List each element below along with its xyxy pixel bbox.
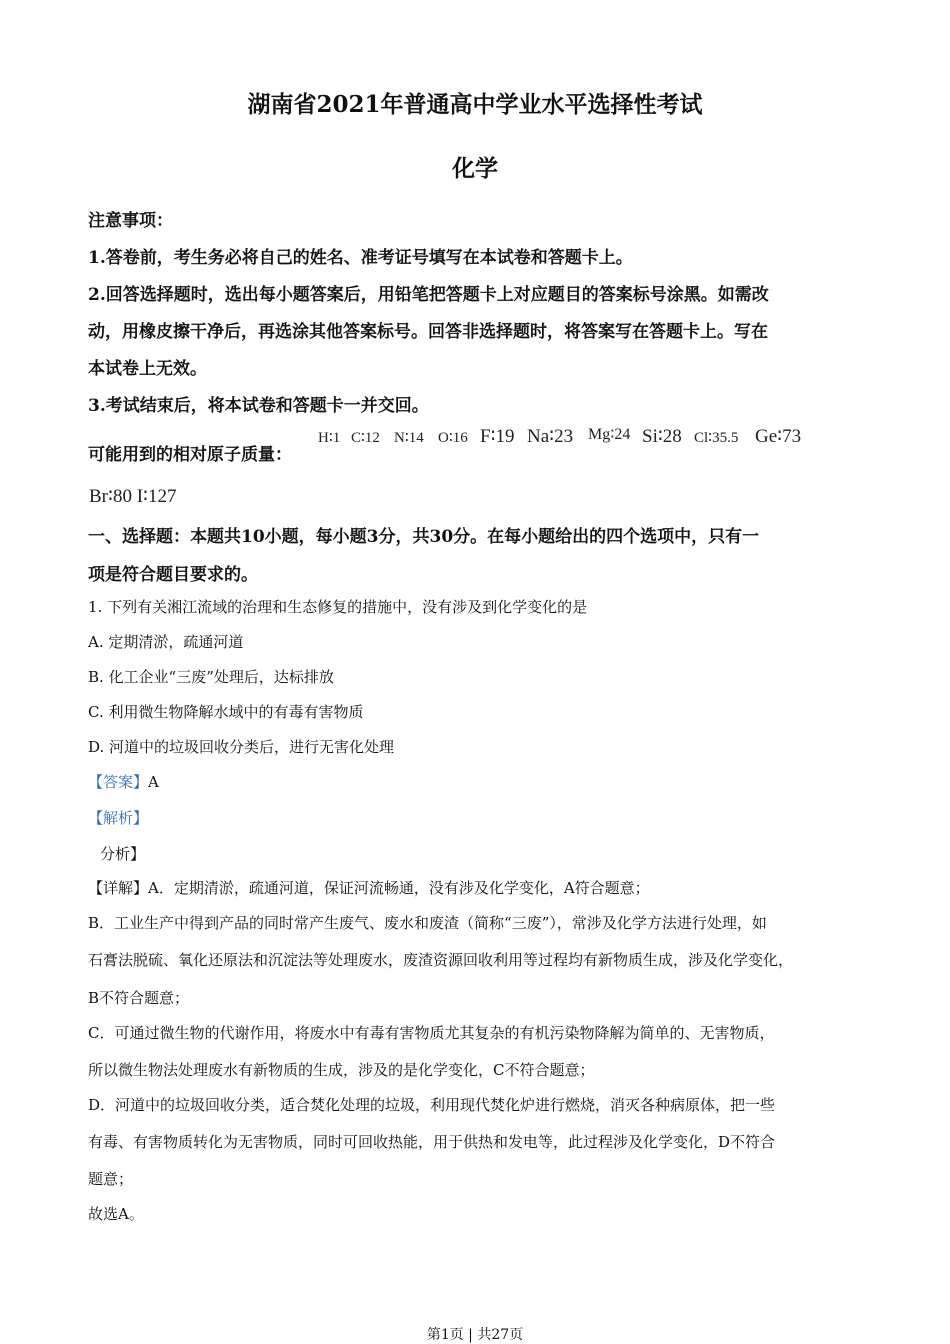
option-a: A. 定期清淤，疏通河道 xyxy=(88,633,244,651)
notice-item: 本试卷上无效。 xyxy=(88,359,207,379)
explanation-line: 故选A。 xyxy=(88,1205,144,1223)
notice-item: 2.回答选择题时，选出每小题答案后，用铅笔把答题卡上对应题目的答案标号涂黑。如需改 xyxy=(88,285,769,305)
explanation-line: B不符合题意； xyxy=(88,989,190,1007)
explanation-line: B．工业生产中得到产品的同时常产生废气、废水和废渣（简称“三废”），常涉及化学方法进行处理，如 xyxy=(88,914,767,932)
notice-item: 3.考试结束后，将本试卷和答题卡一并交回。 xyxy=(88,396,429,416)
atomic-mass-label: 可能用到的相对原子质量： xyxy=(88,445,292,465)
notice-item: 1.答卷前，考生务必将自己的姓名、准考证号填写在本试卷和答题卡上。 xyxy=(88,248,633,268)
option-b: B. 化工企业“三废”处理后，达标排放 xyxy=(88,668,334,686)
explanation-line: 【详解】A．定期清淤，疏通河道，保证河流畅通，没有涉及化学变化，A符合题意； xyxy=(88,879,650,897)
mass-mg: Mg∶24 xyxy=(588,426,631,443)
answer-label: 【答案】 xyxy=(88,773,149,791)
question-stem: 1. 下列有关湘江流域的治理和生态修复的措施中，没有涉及到化学变化的是 xyxy=(88,598,588,616)
mass-si: Si∶28 xyxy=(642,426,682,447)
page-footer: 第1页 | 共27页 xyxy=(426,1327,524,1343)
notice-heading: 注意事项： xyxy=(88,211,173,231)
section-heading-cont: 项是符合题目要求的。 xyxy=(88,565,258,585)
mass-cl: Cl∶35.5 xyxy=(694,430,739,446)
subject-title: 化学 xyxy=(452,155,498,182)
mass-h: H∶1 xyxy=(318,430,341,446)
mass-c: C∶12 xyxy=(351,430,380,446)
mass-ge: Ge∶73 xyxy=(755,426,802,447)
page-title: 湖南省2021年普通高中学业水平选择性考试 xyxy=(247,91,703,118)
mass-na: Na∶23 xyxy=(527,426,574,447)
mass-br-i: Br∶80 I∶127 xyxy=(89,486,177,507)
analysis-sub: 分析】 xyxy=(100,845,146,863)
mass-o: O∶16 xyxy=(438,430,468,446)
explanation-line: 石膏法脱硫、氧化还原法和沉淀法等处理废水，废渣资源回收利用等过程均有新物质生成，涉及化学变化， xyxy=(88,951,794,969)
explanation-line: 有毒、有害物质转化为无害物质，同时可回收热能，用于供热和发电等，此过程涉及化学变化，D不符合 xyxy=(88,1133,776,1151)
mass-n: N∶14 xyxy=(394,430,424,446)
mass-f: F∶19 xyxy=(480,426,515,447)
explanation-line: 题意； xyxy=(88,1170,134,1188)
explanation-line: 所以微生物法处理废水有新物质的生成，涉及的是化学变化，C不符合题意； xyxy=(88,1061,595,1079)
notice-item: 动，用橡皮擦干净后，再选涂其他答案标号。回答非选择题时，将答案写在答题卡上。写在 xyxy=(88,322,768,342)
option-c: C. 利用微生物降解水域中的有毒有害物质 xyxy=(88,703,364,721)
explanation-line: C．可通过微生物的代谢作用，将废水中有毒有害物质尤其复杂的有机污染物降解为简单的、无害物质， xyxy=(88,1024,775,1042)
analysis-label: 【解析】 xyxy=(88,809,149,827)
answer-value: A xyxy=(148,773,159,791)
section-heading: 一、选择题：本题共10小题，每小题3分，共30分。在每小题给出的四个选项中，只有一 xyxy=(88,527,760,547)
explanation-line: D．河道中的垃圾回收分类，适合焚化处理的垃圾，利用现代焚化炉进行燃烧，消灭各种病原体，把一些 xyxy=(88,1096,776,1114)
option-d: D. 河道中的垃圾回收分类后，进行无害化处理 xyxy=(88,738,395,756)
answer-line xyxy=(88,771,159,792)
